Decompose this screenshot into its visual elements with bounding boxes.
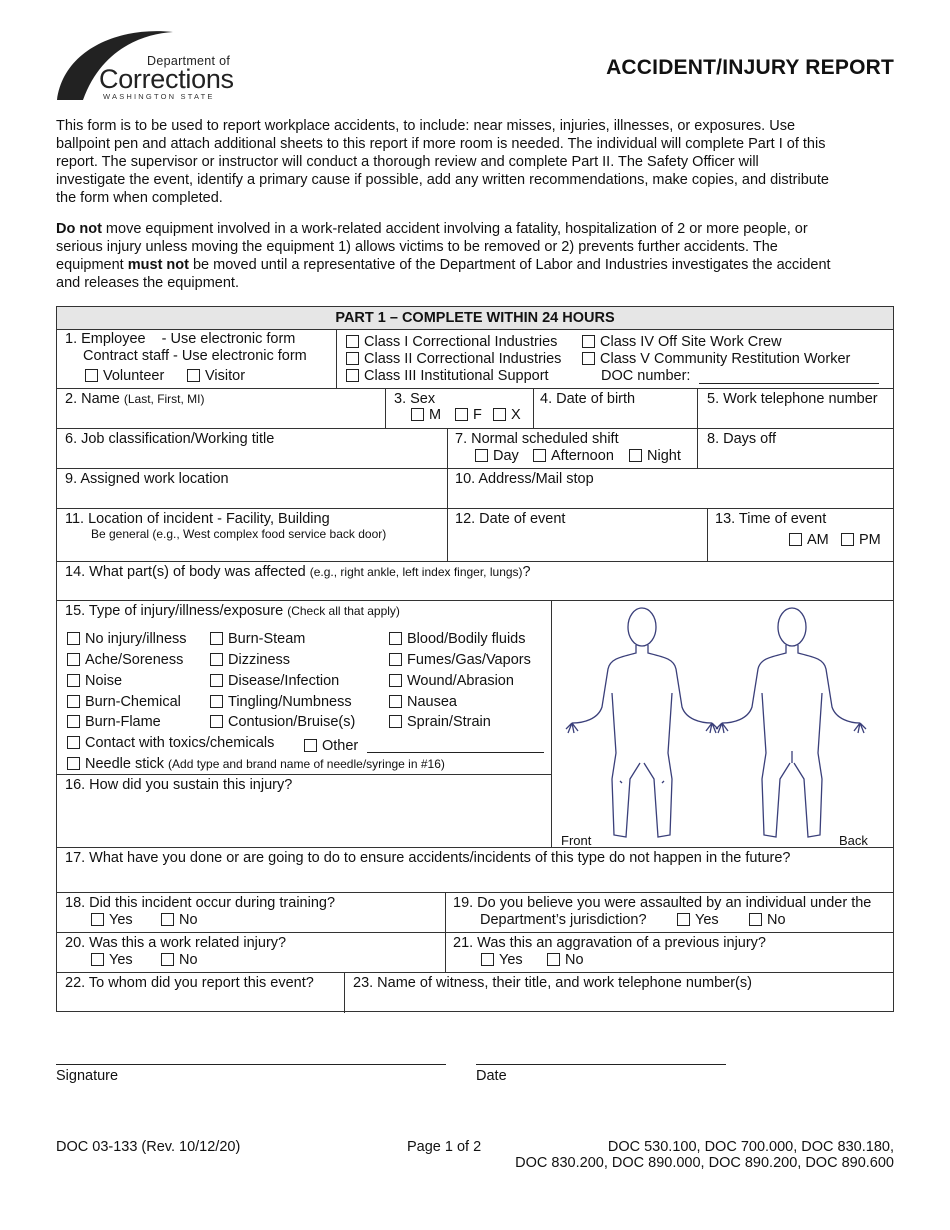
checkbox-shift-night[interactable]: Night: [629, 448, 681, 464]
signature-line[interactable]: [56, 1064, 446, 1065]
checkbox-aggravation-no[interactable]: No: [547, 952, 584, 968]
checkbox-sex-m[interactable]: M: [411, 407, 441, 423]
field-body-part[interactable]: 14. What part(s) of body was affected (e.g., right ankle, left index finger, lungs)?: [65, 564, 531, 580]
field-assigned-location[interactable]: 9. Assigned work location: [65, 471, 229, 487]
page-title: ACCIDENT/INJURY REPORT: [606, 56, 894, 79]
field-prevention[interactable]: 17. What have you done or are going to do to ensure accidents/incidents of this type do not happen in the future?: [65, 850, 791, 866]
doc-number-label: DOC number:: [601, 368, 691, 384]
checkbox-class-3[interactable]: Class III Institutional Support: [346, 368, 549, 384]
signature-label: Signature: [56, 1068, 119, 1084]
checkbox-shift-afternoon[interactable]: Afternoon: [533, 448, 614, 464]
body-diagram[interactable]: [554, 603, 890, 847]
checkbox-injury[interactable]: Nausea: [389, 694, 457, 710]
part1-form: [56, 306, 894, 1012]
checkbox-injury[interactable]: Noise: [67, 673, 122, 689]
checkbox-injury[interactable]: Disease/Infection: [210, 673, 339, 689]
back-body-icon: [716, 608, 866, 837]
checkbox-injury[interactable]: Sprain/Strain: [389, 714, 491, 730]
checkbox-injury[interactable]: Contusion/Bruise(s): [210, 714, 355, 730]
field-date-of-event[interactable]: 12. Date of event: [455, 511, 566, 527]
field-employee: 1. Employee - Use electronic form: [65, 331, 296, 347]
form-id: DOC 03-133 (Rev. 10/12/20): [56, 1139, 241, 1155]
checkbox-training-yes[interactable]: Yes: [91, 912, 133, 928]
field-time-of-event: 13. Time of event: [715, 511, 827, 527]
field-aggravation: 21. Was this an aggravation of a previous injury?: [453, 935, 766, 951]
logo-department: Department of: [147, 54, 231, 68]
field-contract-staff: Contract staff - Use electronic form: [83, 348, 307, 364]
checkbox-work-related-no[interactable]: No: [161, 952, 198, 968]
intro-paragraph-1: This form is to be used to report workplace accidents, to include: near misses, injuries, illnesses, or exposures. Use ballpoint pen and attach additional sheets to this report if more room is needed. The individual will complete Part I of this report. The supervisor or instructor will conduct a thorough review and complete Part II. The Safety Officer will investigate the event, identify a primary cause if possible, add any written recommendations, make copies, and distribute the form when completed.: [56, 118, 829, 206]
checkbox-training-no[interactable]: No: [161, 912, 198, 928]
doc-number-field[interactable]: [699, 383, 879, 384]
field-witness[interactable]: 23. Name of witness, their title, and work telephone number(s): [353, 975, 752, 991]
checkbox-injury[interactable]: Wound/Abrasion: [389, 673, 514, 689]
page-number: Page 1 of 2: [407, 1139, 482, 1155]
checkbox-injury-toxics[interactable]: Contact with toxics/chemicals: [67, 735, 274, 751]
logo-state: WASHINGTON STATE: [103, 92, 215, 101]
checkbox-injury[interactable]: No injury/illness: [67, 631, 187, 647]
field-date-of-birth[interactable]: 4. Date of birth: [540, 391, 636, 407]
checkbox-injury[interactable]: Burn-Chemical: [67, 694, 181, 710]
checkbox-injury[interactable]: Tingling/Numbness: [210, 694, 352, 710]
incident-location-hint: Be general (e.g., West complex food service back door): [91, 527, 387, 541]
checkbox-injury[interactable]: Burn-Flame: [67, 714, 161, 730]
logo-corrections: Corrections: [99, 64, 234, 94]
part-header: PART 1 – COMPLETE WITHIN 24 HOURS: [57, 307, 893, 330]
label-front: Front: [561, 833, 592, 848]
checkbox-work-related-yes[interactable]: Yes: [91, 952, 133, 968]
field-assault-line2: Department’s jurisdiction?: [480, 912, 647, 928]
checkbox-aggravation-yes[interactable]: Yes: [481, 952, 523, 968]
intro-paragraph-2: Do not move equipment involved in a work-related accident involving a fatality, hospitalization of 2 or more people, or serious injury unless moving the equipment 1) allows victims to be removed or 2) prevents further accidents. The equipment must not be moved until a representative of the Department of Labor and Industries investigates the accident and releases the equipment.: [56, 221, 831, 291]
checkbox-injury[interactable]: Dizziness: [210, 652, 290, 668]
field-address[interactable]: 10. Address/Mail stop: [455, 471, 594, 487]
checkbox-injury[interactable]: Burn-Steam: [210, 631, 305, 647]
checkbox-injury-needle-stick[interactable]: Needle stick (Add type and brand name of needle/syringe in #16): [67, 756, 445, 772]
checkbox-injury-other[interactable]: Other: [304, 738, 358, 754]
checkbox-class-5[interactable]: Class V Community Restitution Worker: [582, 351, 850, 367]
date-label: Date: [476, 1068, 507, 1084]
checkbox-sex-x[interactable]: X: [493, 407, 521, 423]
field-job-classification[interactable]: 6. Job classification/Working title: [65, 431, 275, 447]
field-injury-type: 15. Type of injury/illness/exposure (Check all that apply): [65, 603, 400, 619]
checkbox-injury[interactable]: Blood/Bodily fluids: [389, 631, 526, 647]
checkbox-assault-no[interactable]: No: [749, 912, 786, 928]
field-assault: 19. Do you believe you were assaulted by an individual under the: [453, 895, 872, 911]
checkbox-assault-yes[interactable]: Yes: [677, 912, 719, 928]
checkbox-sex-f[interactable]: F: [455, 407, 482, 423]
field-reported-to[interactable]: 22. To whom did you report this event?: [65, 975, 314, 991]
other-injury-field[interactable]: [367, 752, 544, 753]
checkbox-shift-day[interactable]: Day: [475, 448, 519, 464]
front-body-icon: [566, 608, 718, 837]
field-incident-location[interactable]: 11. Location of incident - Facility, Building: [65, 511, 330, 527]
checkbox-class-2[interactable]: Class II Correctional Industries: [346, 351, 561, 367]
field-work-telephone[interactable]: 5. Work telephone number: [707, 391, 878, 407]
field-normal-shift: 7. Normal scheduled shift: [455, 431, 619, 447]
checkbox-pm[interactable]: PM: [841, 532, 881, 548]
checkbox-class-1[interactable]: Class I Correctional Industries: [346, 334, 557, 350]
label-back: Back: [839, 833, 868, 848]
policy-references: DOC 530.100, DOC 700.000, DOC 830.180, DOC 830.200, DOC 890.000, DOC 890.200, DOC 890.600: [515, 1139, 894, 1171]
field-sex: 3. Sex: [394, 391, 436, 407]
date-line[interactable]: [476, 1064, 726, 1065]
checkbox-injury[interactable]: Fumes/Gas/Vapors: [389, 652, 531, 668]
doc-logo: [55, 24, 255, 104]
checkbox-class-4[interactable]: Class IV Off Site Work Crew: [582, 334, 782, 350]
field-work-related: 20. Was this a work related injury?: [65, 935, 287, 951]
field-name[interactable]: 2. Name (Last, First, MI): [65, 391, 205, 407]
field-days-off[interactable]: 8. Days off: [707, 431, 777, 447]
checkbox-visitor[interactable]: Visitor: [187, 368, 245, 384]
field-training: 18. Did this incident occur during training?: [65, 895, 336, 911]
checkbox-injury[interactable]: Ache/Soreness: [67, 652, 183, 668]
checkbox-volunteer[interactable]: Volunteer: [85, 368, 164, 384]
checkbox-am[interactable]: AM: [789, 532, 829, 548]
field-how-sustained[interactable]: 16. How did you sustain this injury?: [65, 777, 293, 793]
